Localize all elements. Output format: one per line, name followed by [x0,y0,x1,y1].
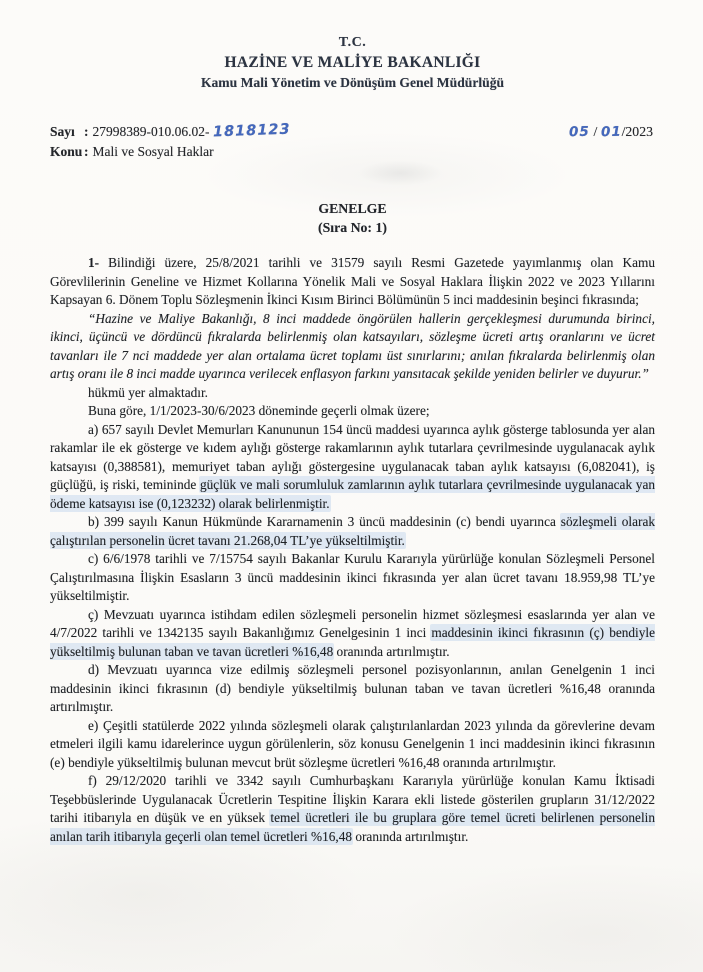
date-day-handwritten: 05 [569,123,591,141]
highlighted-text: temel ücretleri ile bu gruplara göre temel ücreti belirlenen personelin anılan tarih itibarıyla geçerli olan temel ücretleri %16,48 [50,810,655,844]
paragraph-text: Buna göre, 1/1/2023-30/6/2023 döneminde geçerli olmak üzere; [88,403,430,419]
paragraph-text: c) 6/6/1978 tarihli ve 7/15754 sayılı Bakanlar Kurulu Kararıyla yürürlüğe konulan Sözleşmeli Personel Çalıştırılmasına İlişkin Esasların 3 üncü maddesinin ikinci fıkrasında yer alan ücret tavanı 18.959,98 TL’ye yükseltilmiştir. [50,551,655,604]
letterhead-tc: T.C. [338,35,367,50]
sayi-label: Sayı [50,124,75,140]
konu-value: Mali ve Sosyal Haklar [92,144,214,160]
paragraph-text: ç) Mevzuatı uyarınca istihdam edilen sözleşmeli personelin hizmet sözleşmesi esaslarında yer alan ve 4/7/2022 tarihli ve 1342135 sayılı Bakanlığımız Genelgesinin 1 inci [50,606,655,641]
highlighted-text: sözleşmeli olarak çalıştırılan personelin ücret tavanı 21.268,04 TL’ye yükseltilmiştir. [50,514,655,548]
sayi-colon: : [84,124,89,140]
paragraph [50,254,655,310]
document-body [50,254,655,846]
meta-left [50,122,290,161]
document-date [569,122,653,142]
date-year: 2023 [625,124,653,140]
paragraph-text: f) 29/12/2020 tarihli ve 3342 sayılı Cumhurbaşkanı Kararıyla yürürlüğe konulan Kamu İktisadi Teşebbüslerinde Uygulanacak Ücretlerin Tespitine İlişkin Karara ekli listede gösterilen grupların 31/12/2022 tarihi itibarıyla en düşük ve en yüksek [50,773,655,826]
sayi-line [50,122,290,142]
paragraph-text: oranında artırılmıştır. [352,828,469,844]
paragraph-text: hükmü yer almaktadır. [88,384,209,400]
letterhead [50,34,655,92]
sayi-handwritten-number: 1818123 [212,121,291,141]
konu-line [50,142,290,161]
date-separator-2: / [621,124,626,140]
paragraph-text: e) Çeşitli statülerde 2022 yılında sözleşmeli olarak çalıştırılanlardan 2023 yılında da görevlerine devam etmeleri ilgili kamu idarelerince uygun görülenlerin, söz konusu Genelgenin 1 inci maddesinin ikinci fıkrasının (e) bendiyle yükseltilmiş bulunan mevcut brüt sözleşme ücretleri %16,48 oranında artırılmıştır. [50,717,655,770]
genelge-subtitle: (Sıra No: 1) [318,220,387,236]
date-month-handwritten: 01 [600,123,622,141]
paragraph [50,661,655,717]
document-meta [50,122,655,161]
title-block [50,199,655,237]
paragraph [50,513,655,550]
genelge-title: GENELGE [318,201,387,217]
paragraph-text: “Hazine ve Maliye Bakanlığı, 8 inci maddede öngörülen hallerin gerçekleşmesi durumunda birinci, ikinci, üçüncü ve dördüncü fıkralarda belirlenmiş olan katsayıları, sözleşme ücreti artış oranlarını ve ücret tavanları ile 7 nci maddede yer alan ortalama ücret toplamı üst sınırlarını; anılan fıkralarda belirlenmiş olan artış oranı ile 8 inci madde uyarınca verilecek enflasyon farkını yansıtacak şekilde yeniden belirler ve duyurur.” [50,310,655,382]
paragraph [50,606,655,662]
paragraph [50,550,655,606]
paragraph [50,717,655,773]
letterhead-ministry: HAZİNE VE MALİYE BAKANLIĞI [224,53,481,71]
paragraph-text: oranında artırılmıştır. [333,643,450,659]
letterhead-directorate: Kamu Mali Yönetim ve Dönüşüm Genel Müdürlüğü [200,74,505,90]
paragraph-text: b) 399 sayılı Kanun Hükmünde Kararnamenin 3 üncü maddesinin (c) bendi uyarınca [88,514,561,530]
paragraph-text: 1- [88,255,109,271]
date-separator-1: / [590,124,601,140]
paragraph-text: d) Mevzuatı uyarınca vize edilmiş sözleşmeli personel pozisyonlarının, anılan Genelgenin 1 inci maddesinin ikinci fıkrasının (d) bendiyle yükseltilmiş bulunan taban ve tavan ücretleri %16,48 oranında artırılmıştır. [50,662,655,715]
konu-colon: : [84,144,89,160]
konu-label: Konu [50,144,83,160]
paragraph-text: Bilindiği üzere, 25/8/2021 tarihli ve 31579 sayılı Resmi Gazetede yayımlanmış olan Kamu Görevlilerinin Geneline ve Hizmet Kollarına Yönelik Mali ve Sosyal Haklara İlişkin 2022 ve 2023 Yıllarını Kapsayan 6. Dönem Toplu Sözleşmenin İkinci Kısım Birinci Bölümünün 5 inci maddesinin beşinci fıkrasında; [50,255,655,308]
highlighted-text: güçlük ve mali sorumluluk zamlarının aylık tutarlara çevrilmesinde uygulanacak yan ödeme katsayısı ise (0,123232) olarak belirlenmiştir. [50,477,656,511]
paragraph [50,402,655,421]
paragraph [50,772,655,846]
paragraph [50,310,655,384]
paragraph [50,384,655,403]
paragraph-text: a) 657 sayılı Devlet Memurları Kanununun 154 üncü maddesi uyarınca aylık gösterge tablosunda yer alan rakamlar ile ek gösterge ve kıdem aylığı gösterge rakamlarının aylık tutarlara çevrilmesinde uygulanacak aylık katsayısı (0,388581), memuriyet taban aylığı göstergesine uygulanacak taban aylık katsayısı (6,082041), iş güçlüğü, iş riski, temininde [50,421,655,493]
paragraph [50,421,655,514]
sayi-number: 27998389-010.06.02- [92,124,210,140]
highlighted-text: maddesinin ikinci fıkrasının (ç) bendiyle yükseltilmiş bulunan taban ve tavan ücretleri %16,48 [50,625,655,659]
